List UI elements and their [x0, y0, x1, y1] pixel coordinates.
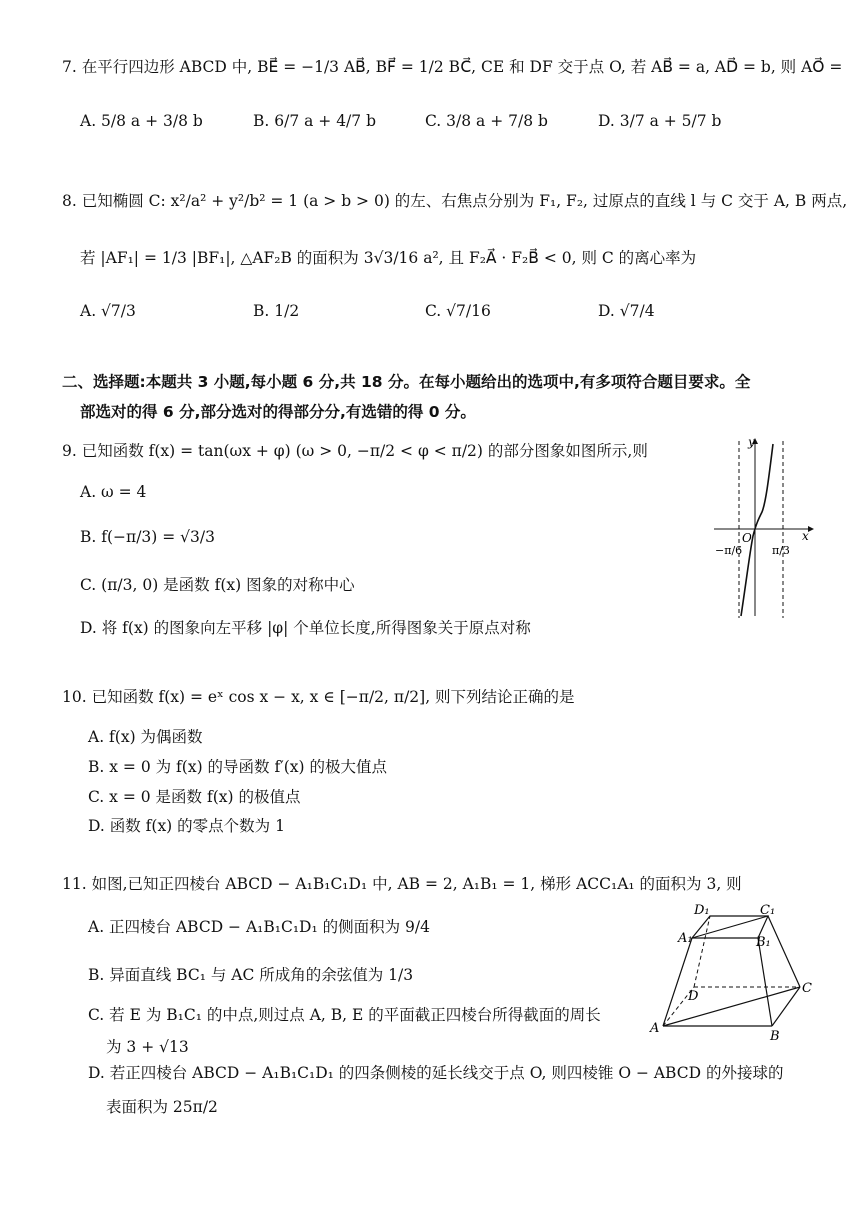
q7-option-c[interactable]: C. 3/8 a + 7/8 b — [425, 112, 548, 130]
label-b: B — [770, 1029, 780, 1044]
x-axis-arrow — [808, 526, 814, 532]
origin-label: O — [742, 531, 752, 545]
q8-stem-line2: 若 |AF₁| = 1/3 |BF₁|, △AF₂B 的面积为 3√3/16 a², 且 F₂A⃗ · F₂B⃗ < 0, 则 C 的离心率为 — [80, 249, 697, 267]
q10-option-d[interactable]: D. 函数 f(x) 的零点个数为 1 — [88, 817, 285, 835]
y-label: y — [748, 435, 755, 449]
left-tick-label: −π/6 — [715, 544, 743, 557]
q11-option-b[interactable]: B. 异面直线 BC₁ 与 AC 所成角的余弦值为 1/3 — [88, 966, 414, 984]
q8-option-c[interactable]: C. √7/16 — [425, 302, 491, 320]
section2-line1: 二、选择题:本题共 3 小题,每小题 6 分,共 18 分。在每小题给出的选项中,有多项符合题目要求。全 — [62, 373, 751, 391]
edge-cc1 — [768, 916, 800, 987]
q11-option-d-cont: 表面积为 25π/2 — [106, 1098, 218, 1116]
frustum-figure — [650, 900, 820, 1044]
segment-ac — [663, 987, 800, 1026]
tan-graph — [712, 436, 822, 621]
q10-option-b[interactable]: B. x = 0 为 f(x) 的导函数 f′(x) 的极大值点 — [88, 758, 387, 776]
q11-option-c-cont: 为 3 + √13 — [106, 1038, 189, 1056]
tan-curve — [741, 444, 773, 616]
q11-option-c[interactable]: C. 若 E 为 B₁C₁ 的中点,则过点 A, B, E 的平面截正四棱台所得截面的周长 — [88, 1006, 601, 1024]
edge-bb1 — [758, 938, 772, 1026]
q9-option-a[interactable]: A. ω = 4 — [80, 483, 147, 501]
q10-option-c[interactable]: C. x = 0 是函数 f(x) 的极值点 — [88, 788, 301, 806]
q7-option-d[interactable]: D. 3/7 a + 5/7 b — [598, 112, 722, 130]
q9-stem: 9. 已知函数 f(x) = tan(ωx + φ) (ω > 0, −π/2 < φ < π/2) 的部分图象如图所示,则 — [62, 442, 648, 460]
label-b1: B₁ — [756, 935, 771, 950]
label-c: C — [802, 981, 812, 996]
q11-option-a[interactable]: A. 正四棱台 ABCD − A₁B₁C₁D₁ 的侧面积为 9/4 — [88, 918, 430, 936]
edge-bc — [772, 987, 800, 1026]
x-label: x — [802, 529, 809, 543]
label-a: A — [650, 1021, 660, 1036]
q8-option-b[interactable]: B. 1/2 — [253, 302, 300, 320]
edge-aa1 — [663, 938, 692, 1026]
q10-option-a[interactable]: A. f(x) 为偶函数 — [88, 728, 203, 746]
q11-option-d[interactable]: D. 若正四棱台 ABCD − A₁B₁C₁D₁ 的四条侧棱的延长线交于点 O, 则四棱锥 O − ABCD 的外接球的 — [88, 1064, 784, 1082]
q7-option-a[interactable]: A. 5/8 a + 3/8 b — [80, 112, 203, 130]
label-a1: A₁ — [678, 931, 693, 946]
q7-stem: 7. 在平行四边形 ABCD 中, BE⃗ = −1/3 AB⃗, BF⃗ = 1/2 BC⃗, CE 和 DF 交于点 O, 若 AB⃗ = a, AD⃗ = b, 则 AO⃗ = — [62, 58, 843, 76]
q10-stem: 10. 已知函数 f(x) = eˣ cos x − x, x ∈ [−π/2, π/2], 则下列结论正确的是 — [62, 688, 575, 706]
q11-stem: 11. 如图,已知正四棱台 ABCD − A₁B₁C₁D₁ 中, AB = 2, A₁B₁ = 1, 梯形 ACC₁A₁ 的面积为 3, 则 — [62, 875, 742, 893]
q9-option-b[interactable]: B. f(−π/3) = √3/3 — [80, 528, 215, 546]
section2-line2: 部选对的得 6 分,部分选对的得部分分,有选错的得 0 分。 — [80, 403, 476, 421]
label-d: D — [688, 989, 699, 1004]
q9-option-c[interactable]: C. (π/3, 0) 是函数 f(x) 图象的对称中心 — [80, 576, 355, 594]
label-c1: C₁ — [760, 903, 776, 918]
q7-option-b[interactable]: B. 6/7 a + 4/7 b — [253, 112, 376, 130]
label-d1: D₁ — [694, 903, 710, 918]
q8-option-d[interactable]: D. √7/4 — [598, 302, 655, 320]
q9-option-d[interactable]: D. 将 f(x) 的图象向左平移 |φ| 个单位长度,所得图象关于原点对称 — [80, 619, 531, 637]
q8-option-a[interactable]: A. √7/3 — [80, 302, 136, 320]
q8-stem-line1: 8. 已知椭圆 C: x²/a² + y²/b² = 1 (a > b > 0) 的左、右焦点分别为 F₁, F₂, 过原点的直线 l 与 C 交于 A, B 两点, — [62, 192, 848, 210]
right-tick-label: π/3 — [772, 544, 790, 557]
